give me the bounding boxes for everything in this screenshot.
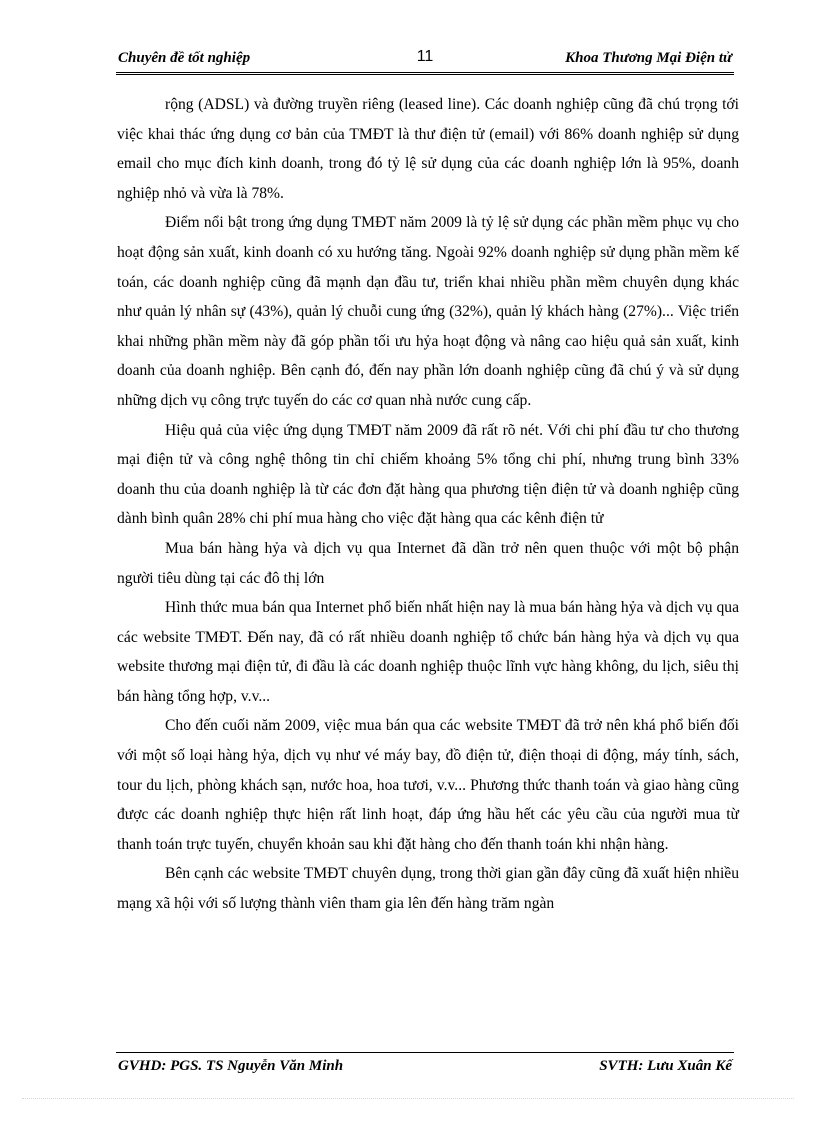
paragraph-6: Cho đến cuối năm 2009, việc mua bán qua các website TMĐT đã trở nên khá phổ biến đối với một số loại hàng hỷa, dịch vụ như vé máy bay, đồ điện tử, điện thoại di động, máy tính, sách, tour du lịch, phòng khách sạn, nước hoa, hoa tươi, v.v... Phương thức thanh toán và giao hàng cũng được các doanh nghiệp thực hiện rất linh hoạt, đáp ứng hầu hết các yêu cầu của người mua từ thanh toán trực tuyến, chuyển khoản sau khi đặt hàng cho đến thanh toán khi nhận hàng. [117, 717, 739, 853]
page-footer [116, 1052, 734, 1083]
paragraph-3: Hiệu quả của việc ứng dụng TMĐT năm 2009 đã rất rõ nét. Với chi phí đầu tư cho thương mại điện tử và công nghệ thông tin chỉ chiếm khoảng 5% tổng chi phí, nhưng trung bình 33% doanh thu của doanh nghiệp là từ các đơn đặt hàng qua phương tiện điện tử và doanh nghiệp cũng dành bình quân 28% chi phí mua hàng cho việc đặt hàng qua các kênh điện tử [117, 421, 739, 528]
body-text [117, 90, 739, 919]
footer-supervisor: GVHD: PGS. TS Nguyễn Văn Minh [118, 1058, 344, 1074]
page-number: 11 [416, 48, 434, 65]
paragraph-1: rộng (ADSL) và đường truyền riêng (leased line). Các doanh nghiệp cũng đã chú trọng tới việc khai thác ứng dụng cơ bản của TMĐT là thư điện tử (email) với 86% doanh nghiệp sử dụng email cho mục đích kinh doanh, trong đó tỷ lệ sử dụng của các doanh nghiệp lớn là 95%, doanh nghiệp nhỏ và vừa là 78%. [117, 96, 739, 202]
paragraph-2: Điểm nổi bật trong ứng dụng TMĐT năm 2009 là tỷ lệ sử dụng các phần mềm phục vụ cho hoạt động sản xuất, kinh doanh có xu hướng tăng. Ngoài 92% doanh nghiệp sử dụng phần mềm kế toán, các doanh nghiệp cũng đã mạnh dạn đầu tư, triển khai nhiều phần mềm chuyên dụng khác như quản lý nhân sự (43%), quản lý chuỗi cung ứng (32%), quản lý khách hàng (27%)... Việc triển khai những phần mềm này đã góp phần tối ưu hỷa hoạt động và nâng cao hiệu quả sản xuất, kinh doanh của doanh nghiệp. Bên cạnh đó, đến nay phần lớn doanh nghiệp cũng đã chú ý và sử dụng những dịch vụ công trực tuyến do các cơ quan nhà nước cung cấp. [117, 214, 739, 409]
header-faculty: Khoa Thương Mại Điện tử [565, 50, 732, 66]
header-document-type: Chuyên đề tốt nghiệp [118, 50, 251, 66]
footer-student: SVTH: Lưu Xuân Kế [599, 1058, 732, 1074]
paragraph-5: Hình thức mua bán qua Internet phổ biến nhất hiện nay là mua bán hàng hỷa và dịch vụ qua các website TMĐT. Đến nay, đã có rất nhiều doanh nghiệp tổ chức bán hàng hỷa và dịch vụ qua website thương mại điện tử, đi đầu là các doanh nghiệp thuộc lĩnh vực hàng không, du lịch, siêu thị bán hàng tổng hợp, v.v... [117, 599, 739, 705]
paragraph-7: Bên cạnh các website TMĐT chuyên dụng, trong thời gian gần đây cũng đã xuất hiện nhiều mạng xã hội với số lượng thành viên tham gia lên đến hàng trăm ngàn [117, 865, 739, 913]
paragraph-4: Mua bán hàng hỷa và dịch vụ qua Internet đã dần trở nên quen thuộc với một bộ phận người tiêu dùng tại các đô thị lớn [117, 539, 739, 587]
page-header [116, 46, 734, 75]
page-edge-divider [22, 1098, 794, 1099]
